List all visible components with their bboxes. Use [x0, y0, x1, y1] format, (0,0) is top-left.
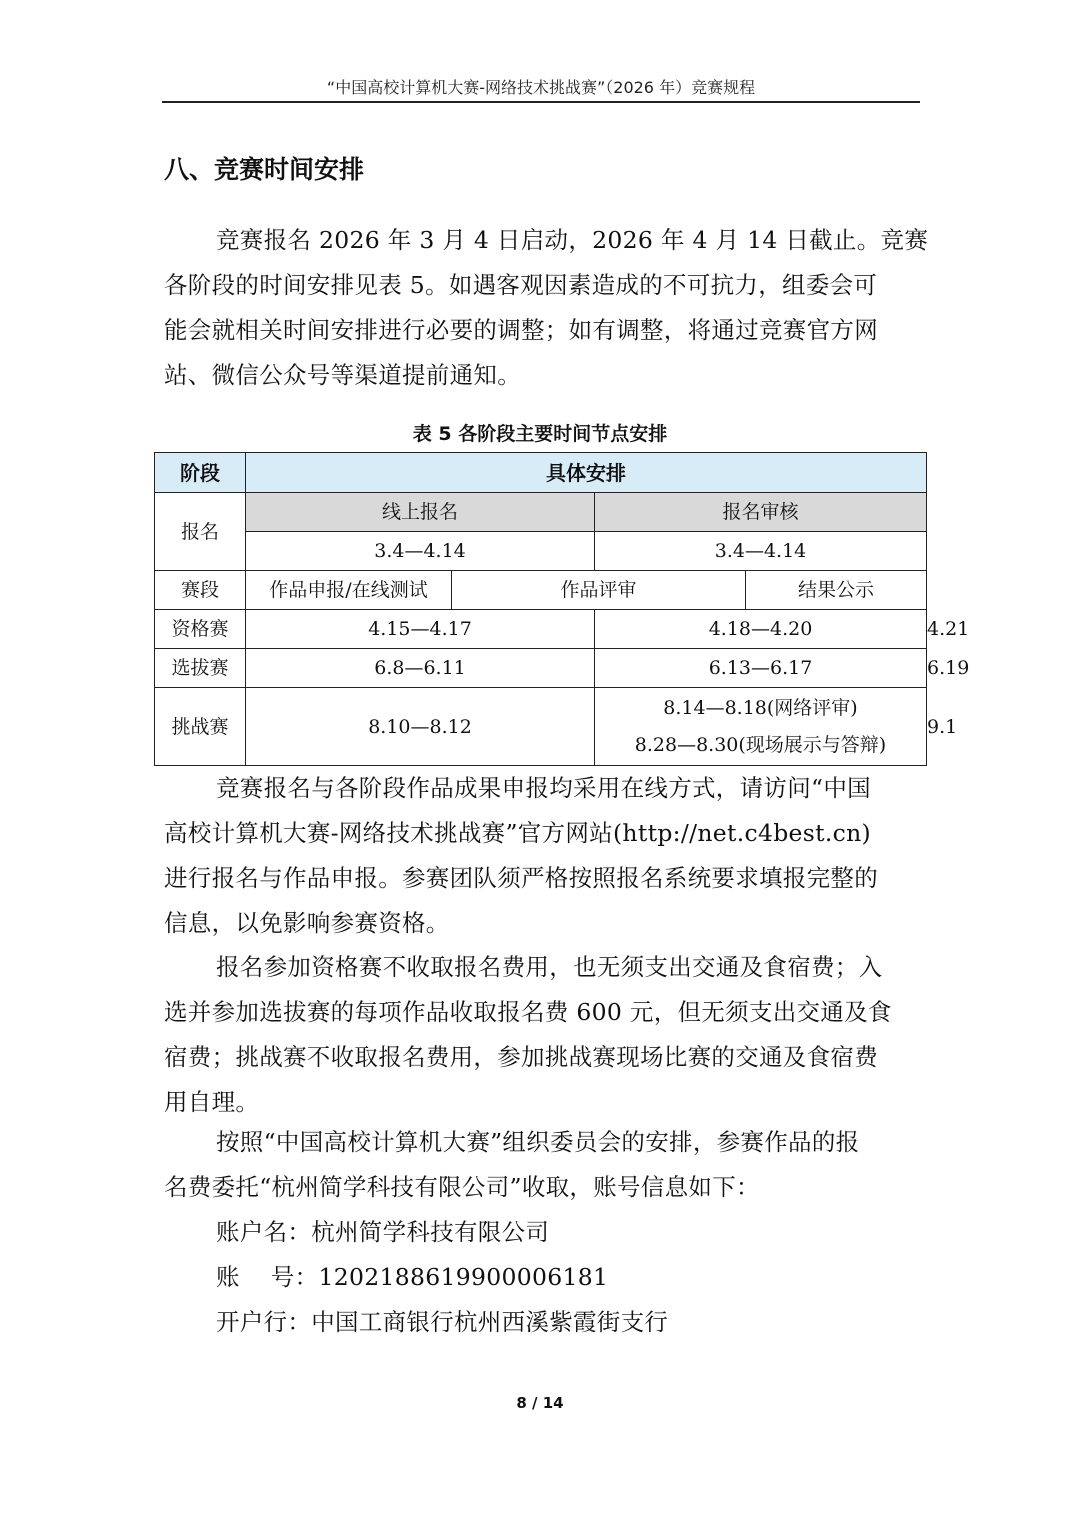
reg-online-date: 3.4—4.14: [246, 532, 595, 571]
stage-cell: 选拔赛: [155, 649, 246, 688]
page-number: 8 / 14: [516, 1394, 564, 1412]
text-line: 进行报名与作品申报。参赛团队须严格按照报名系统要求填报完整的: [164, 864, 878, 892]
submit-cell: 8.10—8.12: [246, 688, 595, 766]
text-line: 选并参加选拔赛的每项作品收取报名费 600 元，但无须支出交通及食: [164, 998, 892, 1026]
account-number: 账 号：1202188619900006181: [216, 1263, 609, 1291]
review-cell: [595, 688, 927, 766]
paragraph-payment: [164, 1120, 916, 1345]
text-line: 站、微信公众号等渠道提前通知。: [164, 361, 521, 389]
account-bank: 开户行：中国工商银行杭州西溪紫霞街支行: [216, 1308, 669, 1336]
reg-review-header: 报名审核: [595, 493, 927, 532]
schedule-table: [154, 452, 970, 766]
reg-review-date: 3.4—4.14: [595, 532, 927, 571]
table-row: 资格赛 4.15—4.17 4.18—4.20 4.21: [155, 610, 927, 649]
paragraph-online-registration: [164, 766, 916, 946]
review-online-text: 8.14—8.18(网络评审): [663, 696, 858, 719]
text-line: 报名参加资格赛不收取报名费用，也无须支出交通及食宿费；入: [216, 953, 883, 981]
review-cell: 4.18—4.20: [595, 610, 927, 649]
account-name: 账户名：杭州简学科技有限公司: [216, 1218, 550, 1246]
header-cell-stage: 阶段: [155, 453, 246, 493]
text-line: 信息，以免影响参赛资格。: [164, 909, 450, 937]
submit-cell: 6.8—6.11: [246, 649, 595, 688]
text-line: 竞赛报名 2026 年 3 月 4 日启动，2026 年 4 月 14 日截止。竞赛: [216, 226, 929, 254]
text-line: 高校计算机大赛-网络技术挑战赛”官方网站(http://net.c4best.cn): [164, 819, 871, 847]
text-line: 各阶段的时间安排见表 5。如遇客观因素造成的不可抗力，组委会可: [164, 271, 878, 299]
stage-cell: 资格赛: [155, 610, 246, 649]
header-cell-detail: 具体安排: [246, 453, 927, 493]
result-header: 结果公示: [746, 571, 927, 610]
header-rule: [162, 101, 920, 103]
paragraph-schedule-intro: [164, 218, 929, 398]
stage-cell: 挑战赛: [155, 688, 246, 766]
text-line: 宿费；挑战赛不收取报名费用，参加挑战赛现场比赛的交通及食宿费: [164, 1043, 878, 1071]
review-header: 作品评审: [452, 571, 746, 610]
round-label-cell: 赛段: [155, 571, 246, 610]
paragraph-fees: [164, 945, 916, 1125]
text-line: 能会就相关时间安排进行必要的调整；如有调整，将通过竞赛官方网: [164, 316, 878, 344]
table-caption: 表 5 各阶段主要时间节点安排: [412, 423, 668, 445]
text-line: 竞赛报名与各阶段作品成果申报均采用在线方式，请访问“中国: [216, 774, 871, 802]
table-row: 挑战赛 8.10—8.12 8.14—8.18(网络评审) 8.28—8.30(现场展示与答辩) 9.1: [155, 688, 927, 766]
text-line: 名费委托“杭州简学科技有限公司”收取，账号信息如下：: [164, 1173, 760, 1201]
reg-online-header: 线上报名: [246, 493, 595, 532]
review-cell: 6.13—6.17: [595, 649, 927, 688]
text-line: 按照“中国高校计算机大赛”组织委员会的安排，参赛作品的报: [216, 1128, 860, 1156]
table-row: 选拔赛 6.8—6.11 6.13—6.17 6.19: [155, 649, 927, 688]
submit-header: 作品申报/在线测试: [246, 571, 452, 610]
submit-cell: 4.15—4.17: [246, 610, 595, 649]
review-onsite-text: 8.28—8.30(现场展示与答辩): [634, 733, 887, 756]
page-header: “中国高校计算机大赛-网络技术挑战赛”（2026 年）竞赛规程: [326, 78, 756, 97]
stage-cell-registration: 报名: [155, 493, 246, 571]
section-title: 八、竞赛时间安排: [164, 155, 365, 184]
text-line: 用自理。: [164, 1088, 260, 1116]
